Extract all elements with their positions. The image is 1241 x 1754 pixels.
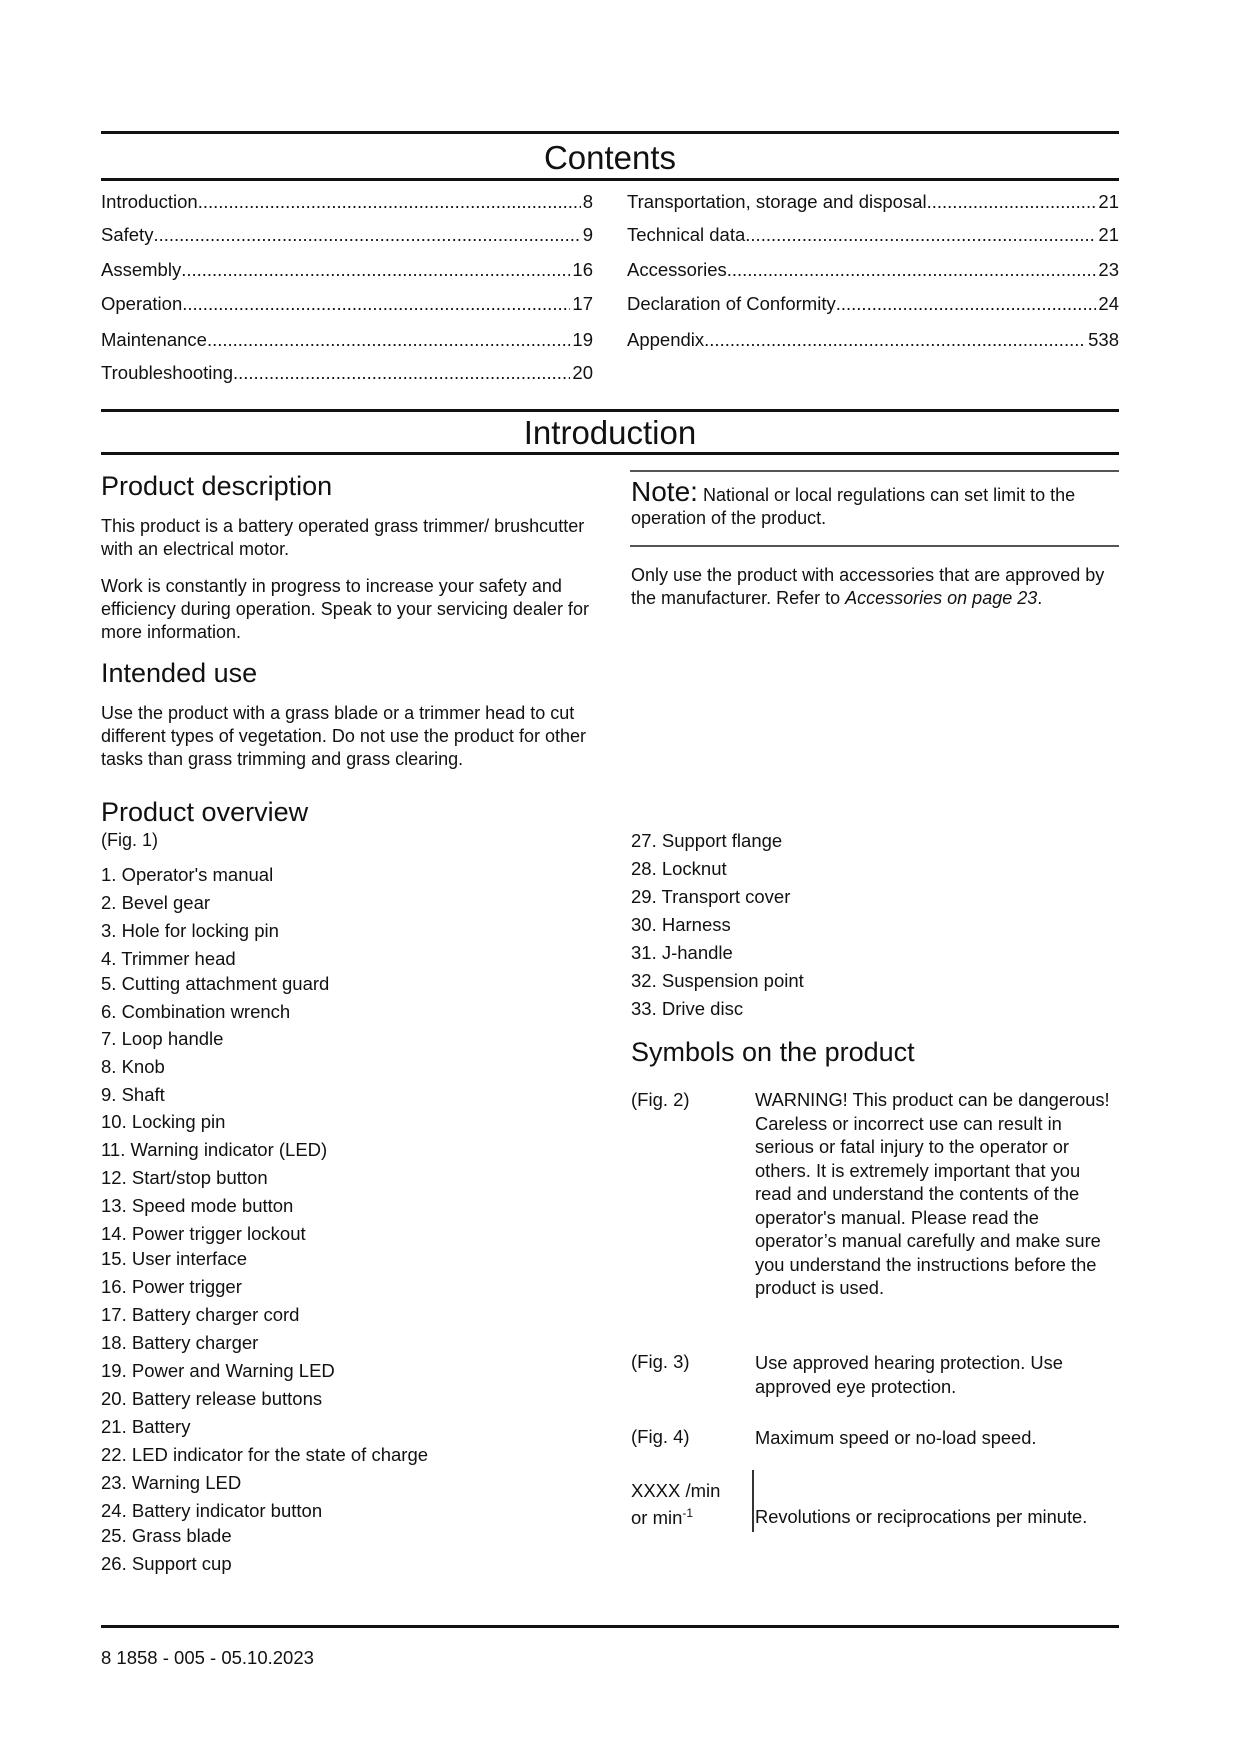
list-item: 29. Transport cover [631,886,791,907]
speed-description: Revolutions or reciprocations per minute. [755,1506,1088,1527]
list-item: 13. Speed mode button [101,1195,294,1216]
toc-page: 17 [572,293,593,314]
toc-label: Transportation, storage and disposal [627,191,927,212]
toc-label: Introduction [101,191,198,212]
symbol-fig-ref: (Fig. 4) [631,1426,690,1447]
note-label: Note: [631,476,698,507]
list-item: 10. Locking pin [101,1111,226,1132]
symbols-heading: Symbols on the product [631,1037,915,1067]
product-overview-list-left [101,0,601,1600]
product-description-text-2: Work is constantly in progress to increase your safety and efficiency during operation. Speak to your servicing dealer for more information. [101,576,589,642]
toc-page: 20 [572,362,593,383]
list-item: 15. User interface [101,1248,248,1269]
product-overview-figure-ref: (Fig. 1) [101,830,159,850]
list-item: 17. Battery charger cord [101,1304,300,1325]
product-description-text-1: This product is a battery operated grass trimmer/ brushcutter with an electrical motor. [101,516,585,559]
list-item: 21. Battery [101,1416,191,1437]
speed-unit-exponent: -1 [682,1506,694,1520]
list-item: 18. Battery charger [101,1332,259,1353]
toc-page: 23 [1098,259,1119,280]
introduction-title: Introduction [523,414,697,451]
list-item: 26. Support cup [101,1553,232,1574]
toc-label: Maintenance [101,329,207,350]
toc-page: 16 [572,259,593,280]
list-item: 30. Harness [631,914,731,935]
list-item: 24. Battery indicator button [101,1500,323,1521]
symbol-description: WARNING! This product can be dangerous! Careless or incorrect use can result in serious or fatal injury to the operator or others. It is extremely important that you read and understand the contents of the operator's manual. Please read the operator’s manual carefully and make sure you understand the instructions before the product is used. [755,1089,1110,1298]
accessories-text-end: . [1037,588,1043,608]
list-item: 22. LED indicator for the state of charge [101,1444,429,1465]
list-item: 23. Warning LED [101,1472,242,1493]
toc-label: Safety [101,224,154,245]
list-item: 20. Battery release buttons [101,1388,323,1409]
toc-label: Technical data [627,224,746,245]
speed-unit-line-2 [631,1502,720,1529]
toc-page: 24 [1098,293,1119,314]
toc-page: 538 [1088,329,1119,350]
product-overview-heading: Product overview [101,797,309,827]
list-item: 6. Combination wrench [101,1001,291,1022]
footer-text: 8 1858 - 005 - 05.10.2023 [101,1647,314,1668]
note-text: National or local regulations can set limit to the operation of the product. [631,485,1076,528]
list-item: 32. Suspension point [631,970,804,991]
list-item: 11. Warning indicator (LED) [101,1139,328,1160]
list-item: 33. Drive disc [631,998,744,1019]
toc-label: Appendix [627,329,705,350]
toc-page: 8 [582,191,593,212]
list-item: 14. Power trigger lockout [101,1223,306,1244]
toc-page: 21 [1098,224,1119,245]
speed-divider [752,1470,754,1532]
footer-rule [101,1625,1119,1628]
symbol-description: Use approved hearing protection. Use approved eye protection. [755,1352,1063,1397]
list-item: 27. Support flange [631,830,783,851]
product-description-heading: Product description [101,471,333,501]
list-item: 4. Trimmer head [101,948,236,969]
list-item: 19. Power and Warning LED [101,1360,335,1381]
speed-unit-label [631,1479,720,1529]
list-item: 2. Bevel gear [101,892,211,913]
speed-unit-text: or min [631,1507,683,1529]
toc-label: Operation [101,293,183,314]
product-overview-list-right [631,0,1111,1020]
list-item: 28. Locknut [631,858,727,879]
list-item: 16. Power trigger [101,1276,242,1297]
accessories-link[interactable]: Accessories on page 23 [845,588,1038,608]
toc-page: 9 [582,224,593,245]
list-item: 3. Hole for locking pin [101,920,279,941]
list-item: 31. J-handle [631,942,733,963]
toc-label: Assembly [101,259,182,280]
toc-page: 21 [1098,191,1119,212]
list-item: 1. Operator's manual [101,864,274,885]
list-item: 12. Start/stop button [101,1167,268,1188]
toc-label: Troubleshooting [101,362,233,383]
symbol-description: Maximum speed or no-load speed. [755,1427,1037,1448]
intended-use-text: Use the product with a grass blade or a trimmer head to cut different types of vegetation. Do not use the product for other tasks than grass trimming and grass clearing. [101,703,586,769]
list-item: 5. Cutting attachment guard [101,973,330,994]
list-item: 9. Shaft [101,1084,165,1105]
toc-label: Accessories [627,259,727,280]
list-item: 25. Grass blade [101,1525,232,1546]
list-item: 8. Knob [101,1056,165,1077]
list-item: 7. Loop handle [101,1028,224,1049]
symbol-fig-ref: (Fig. 3) [631,1351,690,1372]
accessories-text-main: Only use the product with accessories that are approved by the manufacturer. Refer to [631,565,1105,608]
toc-label: Declaration of Conformity [627,293,836,314]
contents-title: Contents [543,139,677,176]
toc-page: 19 [572,329,593,350]
intended-use-heading: Intended use [101,658,258,688]
speed-unit-line-1: XXXX /min [631,1480,721,1501]
symbol-fig-ref: (Fig. 2) [631,1089,690,1110]
